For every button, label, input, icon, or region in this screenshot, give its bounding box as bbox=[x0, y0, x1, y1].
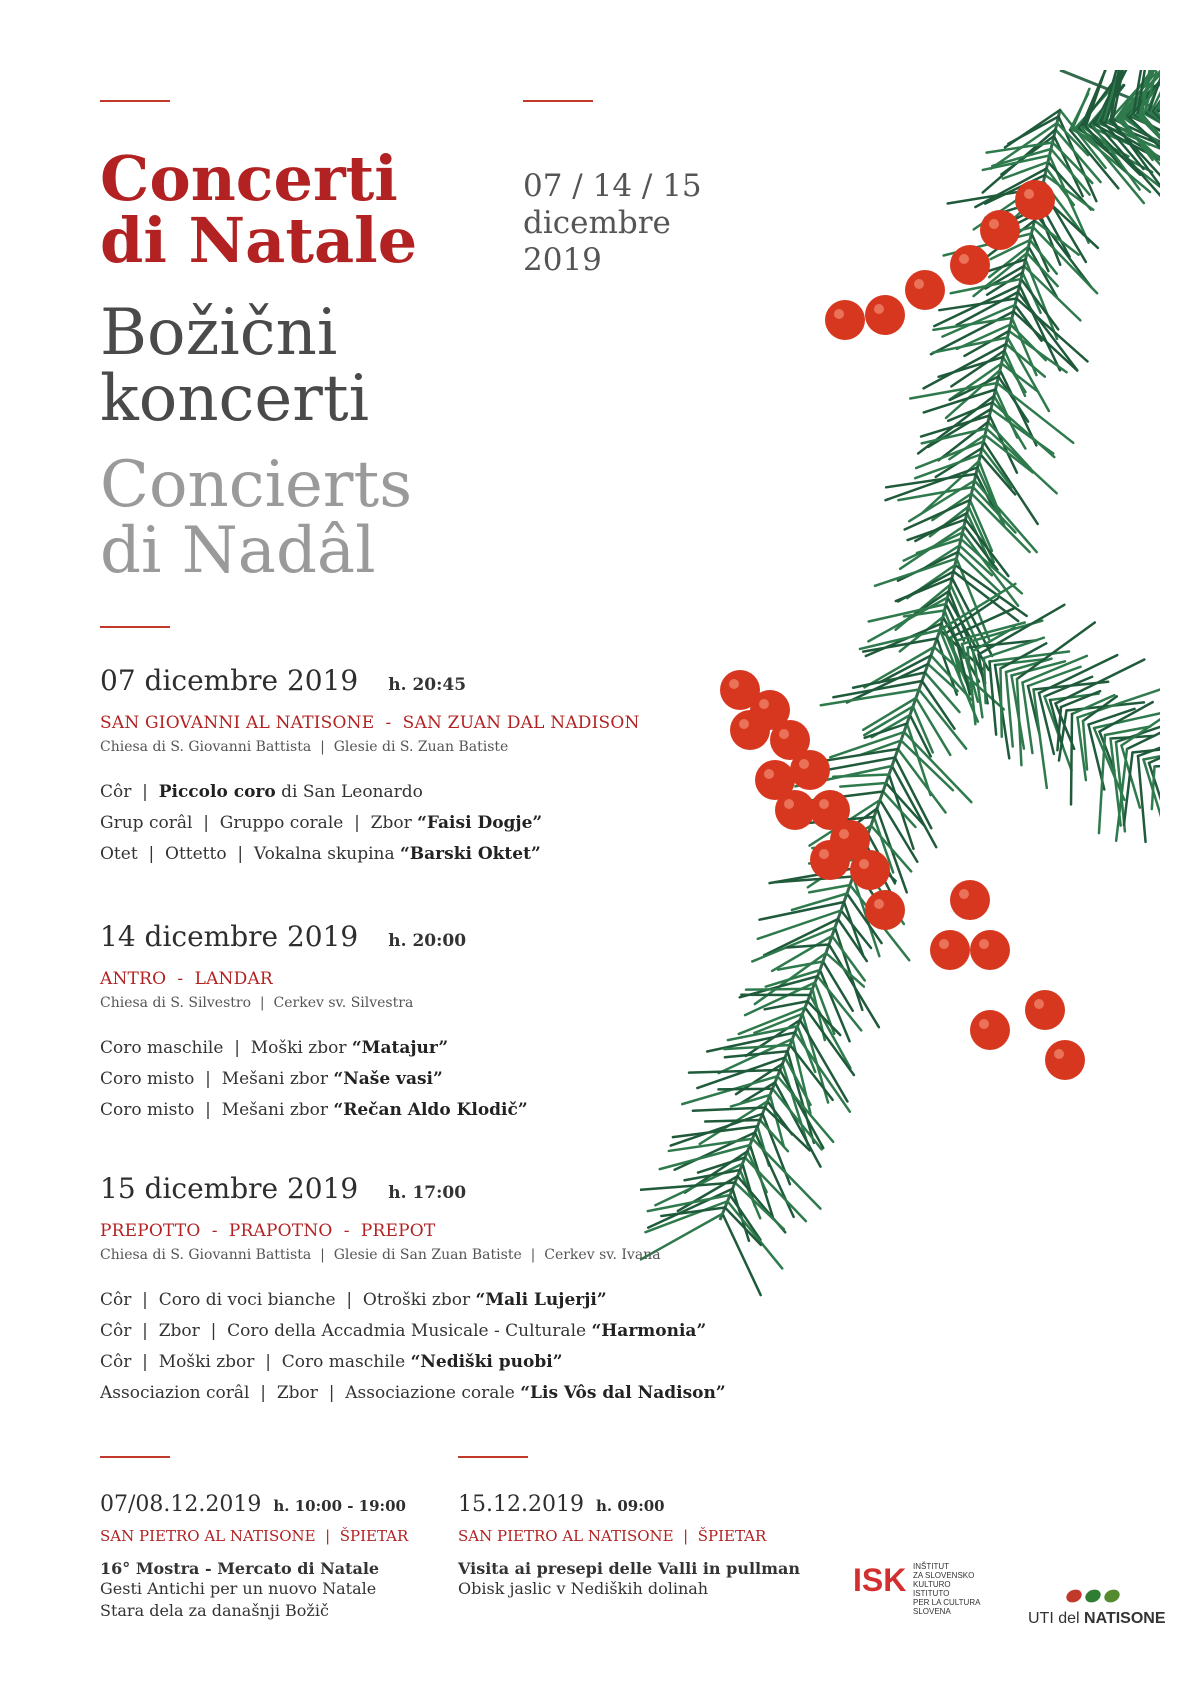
berry-highlight bbox=[819, 799, 829, 809]
berry-highlight bbox=[959, 889, 969, 899]
pine-needle bbox=[917, 539, 961, 553]
concert-performers bbox=[100, 777, 720, 870]
pine-needle bbox=[1056, 659, 1145, 703]
berry-highlight bbox=[989, 219, 999, 229]
berry-highlight bbox=[779, 729, 789, 739]
pine-needle bbox=[795, 1033, 850, 1112]
pine-needle bbox=[718, 1089, 772, 1090]
pine-needle bbox=[833, 775, 889, 777]
event-date: 15.12.2019 h. 09:00 bbox=[458, 1492, 665, 1517]
berry-highlight bbox=[959, 254, 969, 264]
performer-line: Coro maschile | Moški zbor “Matajur” bbox=[100, 1038, 449, 1058]
performer-line: Grup corâl | Gruppo corale | Zbor “Faisi Dogje” bbox=[100, 813, 543, 833]
pine-needle bbox=[1017, 679, 1021, 765]
event-date: 07/08.12.2019 h. 10:00 - 19:00 bbox=[100, 1492, 406, 1517]
berry bbox=[865, 295, 905, 335]
pine-needle bbox=[1001, 669, 1002, 737]
berry-highlight bbox=[819, 849, 829, 859]
concert-place: PREPOTTO - PRAPOTNO - PREPOT bbox=[100, 1221, 436, 1241]
berry bbox=[810, 840, 850, 880]
divider-top-left bbox=[100, 100, 170, 102]
berry bbox=[970, 1010, 1010, 1050]
title-italian: Concerti di Natale bbox=[100, 142, 418, 277]
berry bbox=[825, 300, 865, 340]
title-slovene: Božični koncerti bbox=[100, 296, 370, 436]
berry-highlight bbox=[979, 939, 989, 949]
concert-venue: Chiesa di S. Silvestro | Cerkev sv. Silvestra bbox=[100, 995, 414, 1011]
leaves-icon bbox=[1062, 1586, 1126, 1606]
berry-highlight bbox=[729, 679, 739, 689]
berry-highlight bbox=[874, 899, 884, 909]
berry bbox=[1045, 1040, 1085, 1080]
event-title: Visita ai presepi delle Valli in pullman bbox=[458, 1559, 801, 1578]
concert-place: SAN GIOVANNI AL NATISONE - SAN ZUAN DAL NADISON bbox=[100, 713, 640, 733]
berry bbox=[865, 890, 905, 930]
concert-date: 14 dicembre 2019 h. 20:00 bbox=[100, 920, 467, 953]
concert-performers bbox=[100, 1033, 720, 1126]
berry-highlight bbox=[739, 719, 749, 729]
berry bbox=[1015, 180, 1055, 220]
berry-highlight bbox=[839, 829, 849, 839]
berry-highlight bbox=[834, 309, 844, 319]
pine-needle bbox=[984, 658, 986, 703]
performer-line: Côr | Moški zbor | Coro maschile “Nediški puobi” bbox=[100, 1352, 563, 1372]
concert-venue: Chiesa di S. Giovanni Battista | Glesie di S. Zuan Batiste bbox=[100, 739, 509, 755]
header-dates: 07 / 14 / 15 dicembre 2019 bbox=[523, 168, 702, 278]
divider-top-right bbox=[523, 100, 593, 102]
berry-highlight bbox=[784, 799, 794, 809]
pine-needle bbox=[973, 487, 1015, 532]
uti-logo-text: UTI del NATISONE bbox=[1028, 1610, 1166, 1627]
event-subtitle-slovene: Stara dela za današnji Božič bbox=[100, 1601, 329, 1620]
performer-line: Côr | Piccolo coro di San Leonardo bbox=[100, 782, 423, 802]
berry-highlight bbox=[759, 699, 769, 709]
event-subtitle: Obisk jaslic v Nediških dolinah bbox=[458, 1579, 709, 1598]
berry-highlight bbox=[979, 1019, 989, 1029]
berry-highlight bbox=[939, 939, 949, 949]
berry bbox=[850, 850, 890, 890]
pine-needle bbox=[809, 885, 850, 892]
pine-needle bbox=[853, 673, 925, 688]
pine-needle bbox=[999, 377, 1029, 422]
concert-performers bbox=[100, 1285, 820, 1409]
title-friulian: Concierts di Nadâl bbox=[100, 448, 413, 588]
isk-logo-mark: ISK bbox=[853, 1562, 907, 1598]
performer-line: Coro misto | Mešani zbor “Naše vasi” bbox=[100, 1069, 443, 1089]
berry-highlight bbox=[764, 769, 774, 779]
berry bbox=[950, 880, 990, 920]
concert-venue: Chiesa di S. Giovanni Battista | Glesie di San Zuan Batiste | Cerkev sv. Ivana bbox=[100, 1247, 661, 1263]
isk-logo-text: INŠTITUT ZA SLOVENSKO KULTURO ISTITUTO PER LA CULTURA SLOVENA bbox=[913, 1562, 981, 1616]
concert-place: ANTRO - LANDAR bbox=[100, 969, 273, 989]
berry-highlight bbox=[1054, 1049, 1064, 1059]
concert-3 bbox=[100, 1172, 820, 1409]
concert-1 bbox=[100, 664, 720, 870]
divider-bottom-right bbox=[458, 1456, 528, 1458]
event-title: 16° Mostra - Mercato di Natale bbox=[100, 1559, 380, 1578]
berry-highlight bbox=[799, 759, 809, 769]
divider-mid bbox=[100, 626, 170, 628]
pine-needle bbox=[898, 487, 973, 500]
event-place: SAN PIETRO AL NATISONE | ŠPIETAR bbox=[458, 1527, 767, 1545]
event-place: SAN PIETRO AL NATISONE | ŠPIETAR bbox=[100, 1527, 409, 1545]
berry bbox=[730, 710, 770, 750]
berry bbox=[970, 930, 1010, 970]
pine-needle bbox=[760, 902, 844, 920]
berry bbox=[775, 790, 815, 830]
pine-needle bbox=[746, 989, 813, 990]
berry bbox=[980, 210, 1020, 250]
pine-needle bbox=[997, 383, 1073, 443]
event-nativity-tour bbox=[458, 1492, 800, 1600]
pine-needle bbox=[983, 156, 1050, 170]
concert-date: 07 dicembre 2019 h. 20:45 bbox=[100, 664, 467, 697]
performer-line: Coro misto | Mešani zbor “Rečan Aldo Klodič” bbox=[100, 1100, 528, 1120]
event-subtitle: Gesti Antichi per un nuovo Natale bbox=[100, 1579, 377, 1598]
pine-needle bbox=[840, 783, 886, 787]
concert-2 bbox=[100, 920, 720, 1126]
berry bbox=[1025, 990, 1065, 1030]
berry-highlight bbox=[859, 859, 869, 869]
event-christmas-market bbox=[100, 1492, 408, 1622]
berry-highlight bbox=[874, 304, 884, 314]
berry bbox=[950, 245, 990, 285]
uti-natisone-logo bbox=[1028, 1586, 1166, 1630]
performer-line: Otet | Ottetto | Vokalna skupina “Barski Oktet” bbox=[100, 844, 541, 864]
berry-highlight bbox=[914, 279, 924, 289]
pine-needle bbox=[844, 902, 864, 956]
berry-highlight bbox=[1024, 189, 1034, 199]
pine-needle bbox=[778, 1076, 834, 1142]
berry bbox=[790, 750, 830, 790]
performer-line: Associazion corâl | Zbor | Associazione corale “Lis Vôs dal Nadison” bbox=[100, 1383, 726, 1403]
berry bbox=[905, 270, 945, 310]
performer-line: Côr | Coro di voci bianche | Otroški zbor “Mali Lujerji” bbox=[100, 1290, 607, 1310]
pine-needle bbox=[1138, 756, 1146, 842]
performer-line: Côr | Zbor | Coro della Accadmia Musicale - Culturale “Harmonia” bbox=[100, 1321, 707, 1341]
pine-needle bbox=[790, 1045, 833, 1100]
berry-highlight bbox=[1034, 999, 1044, 1009]
isk-logo bbox=[853, 1562, 1003, 1632]
berry bbox=[930, 930, 970, 970]
pine-needle bbox=[669, 1139, 753, 1151]
concert-date: 15 dicembre 2019 h. 17:00 bbox=[100, 1172, 467, 1205]
pine-needle bbox=[1071, 714, 1072, 804]
pine-needle bbox=[942, 305, 1015, 337]
pine-needle bbox=[1034, 690, 1047, 789]
divider-bottom-left bbox=[100, 1456, 170, 1458]
